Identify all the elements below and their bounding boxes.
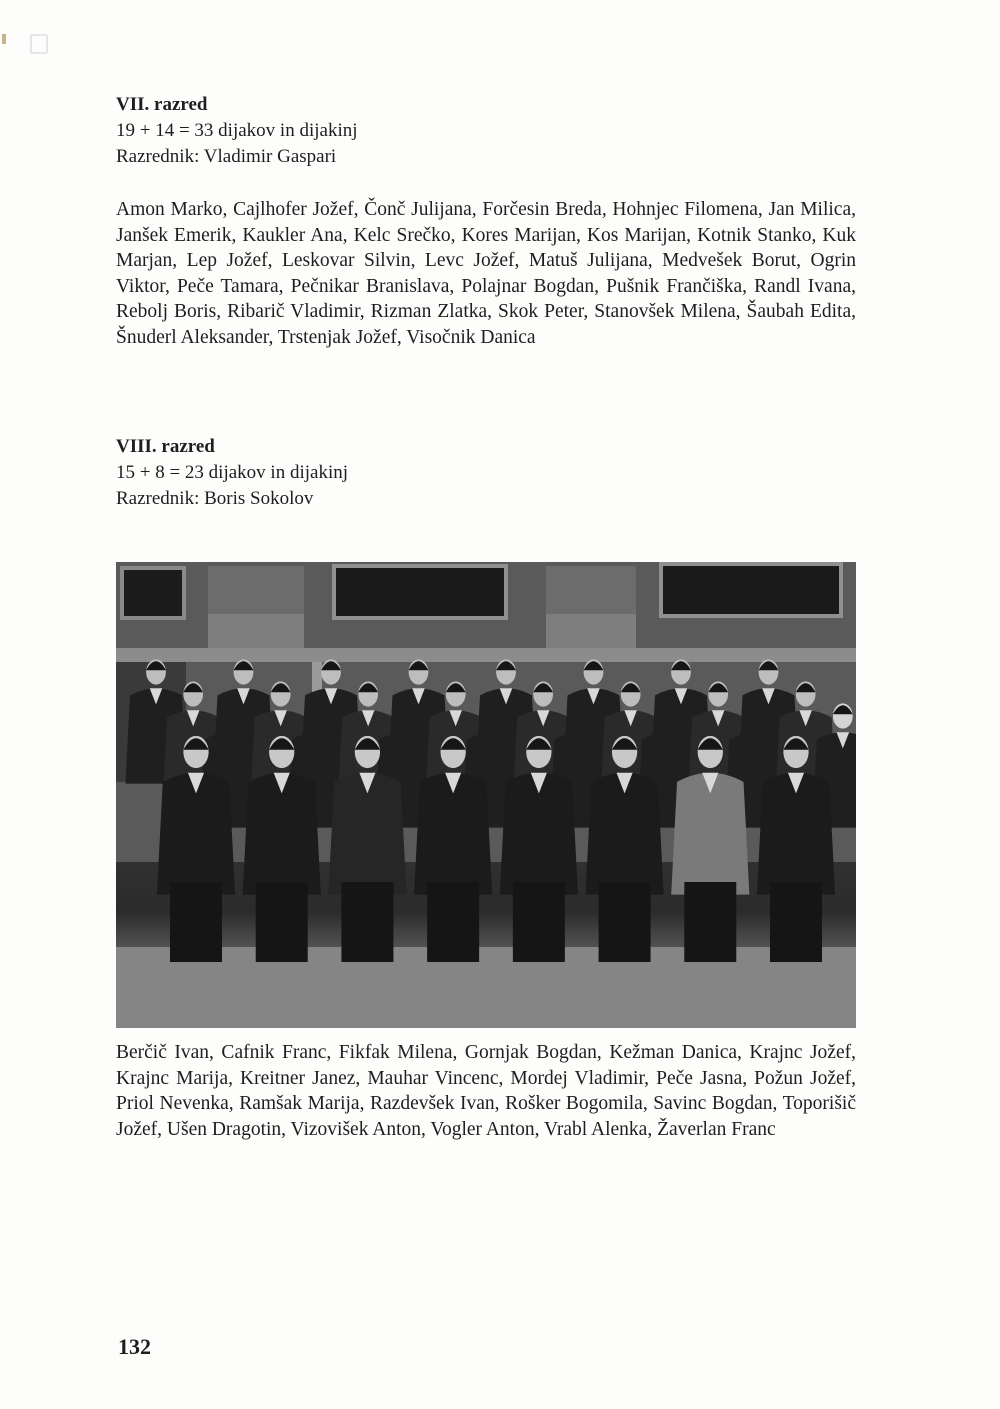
student-count: 15 + 8 = 23 dijakov in dijakinj <box>116 462 348 483</box>
class-photo <box>116 562 856 1028</box>
margin-mark <box>2 34 6 44</box>
class-group-photo-icon <box>116 562 856 1028</box>
section-viii-header <box>116 434 856 512</box>
page-number: 132 <box>118 1334 151 1359</box>
section-heading: VIII. razred <box>116 436 215 457</box>
watermark-logo-icon <box>30 34 112 56</box>
class-teacher: Razrednik: Boris Sokolov <box>116 488 314 509</box>
student-list: Amon Marko, Cajlhofer Jožef, Čonč Julijana, Forčesin Breda, Hohnjec Filomena, Jan Milica, Janšek Emerik, Kaukler Ana, Kelc Srečko, Kores Marijan, Kos Marijan, Kotnik Stanko, Kuk Marjan, Lep Jožef, Leskovar Silvin, Levc Jožef, Matuš Julijana, Medvešek Borut, Ogrin Viktor, Peče Tamara, Pečnikar Branislava, Polajnar Bogdan, Pušnik Frančiška, Randl Ivana, Rebolj Boris, Ribarič Vladimir, Rizman Zlatka, Skok Peter, Stanovšek Milena, Šaubah Edita, Šnuderl Aleksander, Trstenjak Jožef, Visočnik Danica <box>116 199 856 348</box>
section-vii-header <box>116 92 856 170</box>
section-heading: VII. razred <box>116 94 208 115</box>
student-list: Berčič Ivan, Cafnik Franc, Fikfak Milena, Gornjak Bogdan, Kežman Danica, Krajnc Jožef, Krajnc Marija, Kreitner Janez, Mauhar Vincenc, Mordej Vladimir, Peče Jasna, Požun Jožef, Priol Nevenka, Ramšak Marija, Razdevšek Ivan, Rošker Bogomila, Savinc Bogdan, Toporišič Jožef, Ušen Dragotin, Vizovišek Anton, Vogler Anton, Vrabl Alenka, Žaverlan Franc <box>116 1042 856 1140</box>
student-count: 19 + 14 = 33 dijakov in dijakinj <box>116 120 358 141</box>
class-teacher: Razrednik: Vladimir Gaspari <box>116 146 337 167</box>
